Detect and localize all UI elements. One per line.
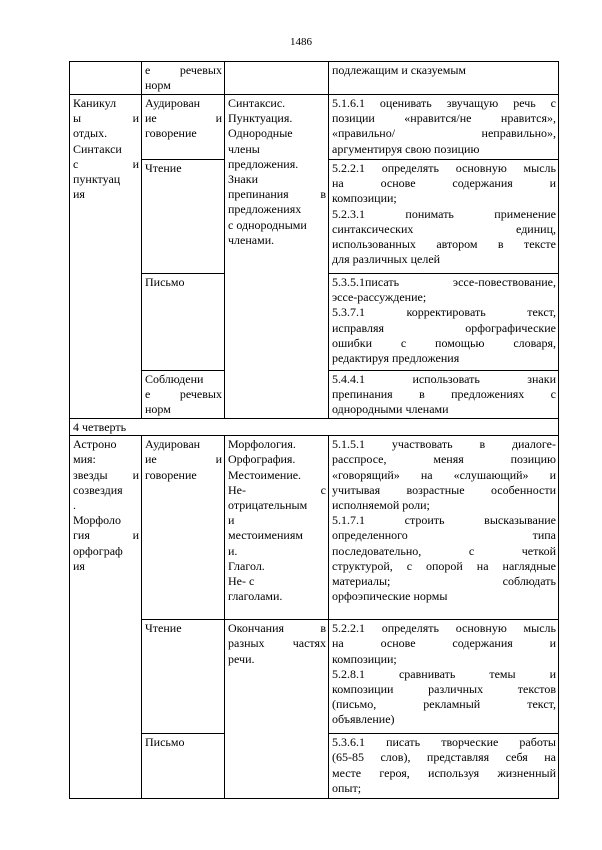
text-line: 5.3.7.1 корректировать текст, <box>332 305 556 320</box>
text-line: ы и <box>73 111 139 126</box>
text-line: местоимениям <box>228 528 303 543</box>
text-line: материалы; соблюдать <box>332 574 556 589</box>
text-line: объявление) <box>332 712 395 727</box>
text-line: Не- с <box>228 482 326 497</box>
text-line: на основе содержания и <box>332 636 556 651</box>
text-line: члены <box>228 141 260 156</box>
skill-cell <box>142 62 225 95</box>
text-line: Окончания в <box>228 621 326 636</box>
text-line: Письмо <box>145 275 185 289</box>
text-line: препинания в предложениях с <box>332 387 556 402</box>
text-line: 5.2.3.1 понимать применение <box>332 206 556 221</box>
skill-cell <box>142 734 225 799</box>
text-line: 5.2.2.1 определять основную мысль <box>332 161 556 175</box>
text-line: отдых. <box>73 126 108 141</box>
text-line: подлежащим и сказуемым <box>332 63 466 77</box>
text-line: Чтение <box>145 161 182 175</box>
table-row <box>70 95 559 160</box>
skill-cell <box>142 436 225 620</box>
text-line: орфоэпические нормы <box>332 589 448 604</box>
text-line: отрицательным <box>228 498 308 513</box>
text-line: с однородными <box>228 217 307 232</box>
text-line: говорение <box>145 467 197 482</box>
text-line: Морфология. <box>228 437 296 452</box>
text-line: предложениях <box>228 202 302 217</box>
text-line: с и <box>73 156 139 171</box>
text-line: ия <box>73 558 85 573</box>
section-cell <box>70 62 142 95</box>
text-line: звезды и <box>73 467 139 482</box>
text-line: композиции; <box>332 651 397 666</box>
skill-cell <box>142 620 225 734</box>
text-line: 5.1.7.1 строить высказывание <box>332 513 556 528</box>
curriculum-table <box>69 61 559 799</box>
text-line: исполняемой роли; <box>332 498 430 513</box>
section-cell <box>70 95 142 419</box>
text-line: позиции «нравится/не нравится», <box>332 111 556 126</box>
text-line: 5.2.8.1 сравнивать темы и <box>332 666 556 681</box>
skill-cell <box>142 95 225 160</box>
text-line: . <box>73 498 76 513</box>
text-line: ошибки с помощью словаря, <box>332 335 556 350</box>
table-row <box>70 436 559 620</box>
text-line: 5.1.6.1 оценивать звучащую речь с <box>332 96 556 110</box>
text-line: «говорящий» на «слушающий» и <box>332 467 556 482</box>
text-line: на основе содержания и <box>332 176 556 191</box>
text-line: предложения. <box>228 156 299 171</box>
table-row <box>70 620 559 734</box>
text-line: речи. <box>228 651 255 666</box>
text-line: Каникул <box>73 96 117 110</box>
text-line: для различных целей <box>332 252 441 267</box>
goal-cell <box>329 62 559 95</box>
text-line: орфограф <box>73 543 123 558</box>
goal-cell <box>329 95 559 160</box>
text-line: (письмо, рекламный текст, <box>332 697 556 712</box>
text-line: структурой, с опорой на наглядные <box>332 558 556 573</box>
text-line: говорение <box>145 126 197 141</box>
text-line: опыт; <box>332 780 362 795</box>
text-line: (65-85 слов), представляя себя на <box>332 750 556 765</box>
text-line: препинания в <box>228 187 326 202</box>
text-line: 5.1.5.1 участвовать в диалоге- <box>332 437 556 452</box>
text-line: 5.2.2.1 определять основную мысль <box>332 621 556 636</box>
section-cell <box>70 436 142 799</box>
text-line: редактируя предложения <box>332 351 460 366</box>
topic-cell <box>225 620 329 799</box>
text-line: членами. <box>228 232 275 247</box>
text-line: композиции; <box>332 191 397 206</box>
text-line: Глагол. <box>228 558 265 573</box>
text-line: мия: <box>73 452 96 467</box>
text-line: Аудирован <box>145 437 201 452</box>
text-line: е речевых <box>145 63 222 77</box>
goal-cell <box>329 620 559 734</box>
text-line: исправляя орфографические <box>332 320 556 335</box>
topic-cell <box>225 62 329 95</box>
text-line: разных частях <box>228 636 326 651</box>
text-line: синтаксических единиц, <box>332 221 556 236</box>
text-line: Не- с <box>228 574 255 589</box>
text-line: 4 четверть <box>73 420 127 434</box>
text-line: созвездия <box>73 482 123 497</box>
text-line: Пунктуация. <box>228 111 293 126</box>
text-line: и <box>228 513 235 528</box>
text-line: «правильно/ неправильно», <box>332 126 556 141</box>
text-line: Однородные <box>228 126 293 141</box>
text-line: ие и <box>145 452 222 467</box>
text-line: Местоимение. <box>228 467 302 482</box>
topic-cell <box>225 95 329 419</box>
text-line: последовательно, с четкой <box>332 543 556 558</box>
text-line: Чтение <box>145 621 182 636</box>
text-line: ия <box>73 187 85 202</box>
text-line: Соблюдени <box>145 372 204 386</box>
topic-cell <box>225 436 329 620</box>
text-line: Синтаксис. <box>228 96 286 110</box>
text-line: композиции различных текстов <box>332 682 556 697</box>
text-line: аргументируя свою позицию <box>332 141 480 156</box>
text-line: расспросе, меняя позицию <box>332 452 556 467</box>
skill-cell <box>142 371 225 419</box>
text-line: и. <box>228 543 238 558</box>
text-line: 5.4.4.1 использовать знаки <box>332 372 556 386</box>
table-row <box>70 62 559 95</box>
text-line: Знаки <box>228 172 259 187</box>
text-line: Орфография. <box>228 452 296 467</box>
text-line: учитывая возрастные особенности <box>332 482 556 497</box>
goal-cell <box>329 734 559 799</box>
text-line: 5.3.6.1 писать творческие работы <box>332 735 556 750</box>
text-line: эссе-рассуждение; <box>332 290 427 305</box>
text-line: е речевых <box>145 387 222 402</box>
text-line: Астроно <box>73 437 117 452</box>
goal-cell <box>329 160 559 274</box>
text-line: Морфоло <box>73 513 121 528</box>
page-number: 1486 <box>290 36 312 48</box>
text-line: гия и <box>73 528 139 543</box>
skill-cell <box>142 160 225 274</box>
text-line: Синтакси <box>73 141 122 156</box>
text-line: Аудирован <box>145 96 201 110</box>
quarter-heading <box>70 419 559 436</box>
text-line: однородными членами <box>332 402 449 417</box>
goal-cell <box>329 371 559 419</box>
goal-cell <box>329 274 559 371</box>
text-line: норм <box>145 402 171 417</box>
text-line: 5.3.5.1писать эссе-повествование, <box>332 275 556 289</box>
goal-cell <box>329 436 559 620</box>
text-line: пунктуац <box>73 172 121 187</box>
text-line: месте героя, используя жизненный <box>332 765 556 780</box>
text-line: ие и <box>145 111 222 126</box>
text-line: использованных автором в тексте <box>332 237 556 252</box>
text-line: глаголами. <box>228 589 283 604</box>
skill-cell <box>142 274 225 371</box>
text-line: норм <box>145 78 171 93</box>
text-line: определенного типа <box>332 528 556 543</box>
text-line: Письмо <box>145 735 185 750</box>
table-row <box>70 419 559 436</box>
